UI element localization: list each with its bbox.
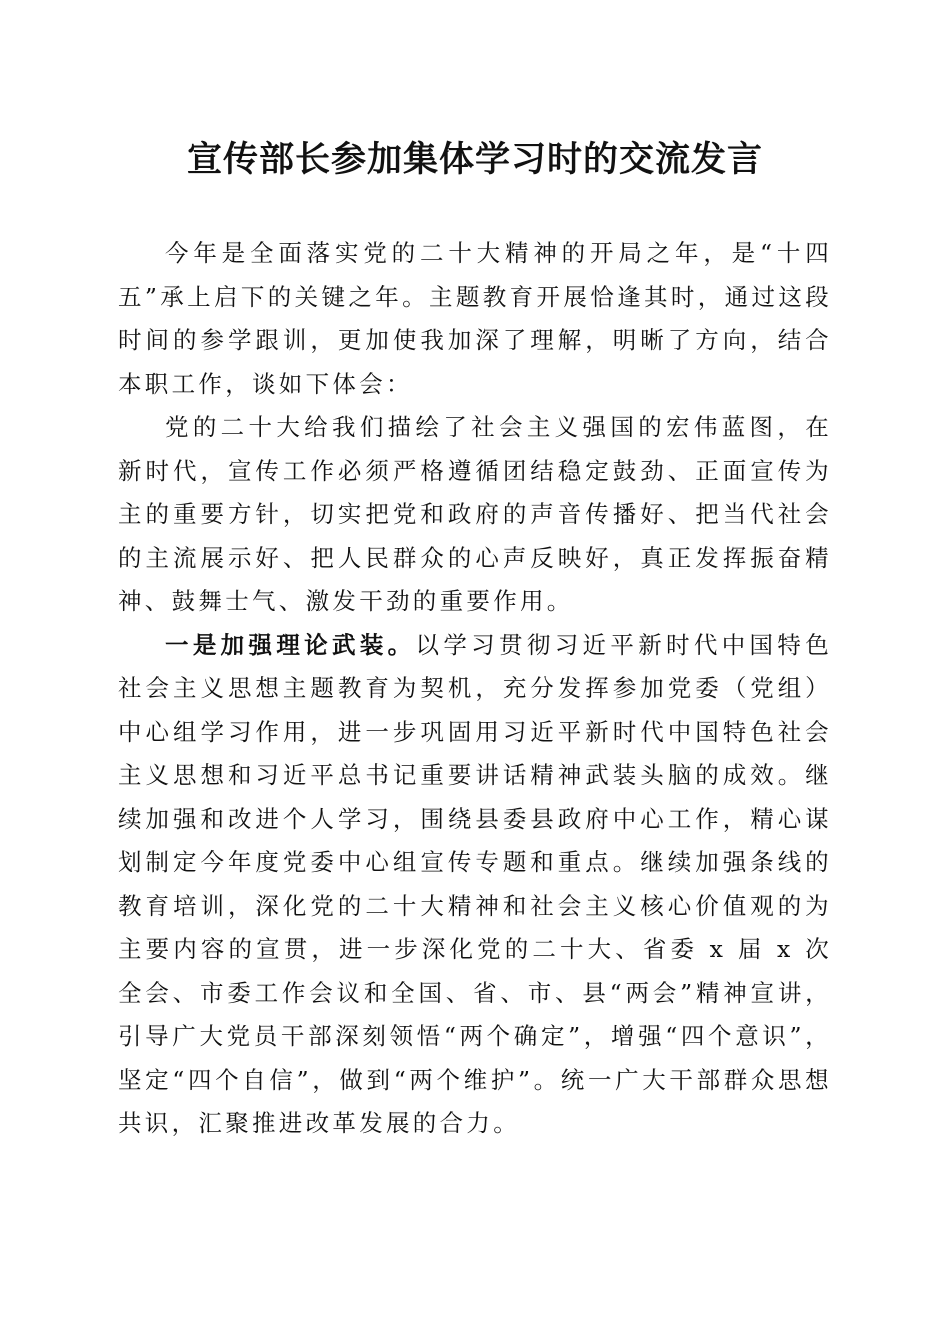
paragraph-text: 今年是全面落实党的二十大精神的开局之年，是“十四五”承上启下的关键之年。主题教育开展恰逢其时，通过这段时间的参学跟训，更加使我加深了理解，明晰了方向，结合本职工作，谈如下体会： xyxy=(118,239,832,398)
document-body xyxy=(118,232,832,1146)
paragraph-text: 以学习贯彻习近平新时代中国特色社会主义思想主题教育为契机，充分发挥参加党委（党组）中心组学习作用，进一步巩固用习近平新时代中国特色社会主义思想和习近平总书记重要讲话精神武装头脑的成效。继续加强和改进个人学习，围绕县委县政府中心工作，精心谋划制定今年度党委中心组宣传专题和重点。继续加强条线的教育培训，深化党的二十大精神和社会主义核心价值观的为主要内容的宣贯，进一步深化党的二十大、省委 x 届 x 次全会、市委工作会议和全国、省、市、县“两会”精神宣讲，引导广大党员干部深刻领悟“两个确定”，增强“四个意识”，坚定“四个自信”，做到“两个维护”。统一广大干部群众思想共识，汇聚推进改革发展的合力。 xyxy=(118,630,833,1137)
paragraph-blueprint xyxy=(118,406,832,624)
document-title: 宣传部长参加集体学习时的交流发言 xyxy=(186,139,763,180)
paragraph-text: 党的二十大给我们描绘了社会主义强国的宏伟蓝图，在新时代，宣传工作必须严格遵循团结稳定鼓劲、正面宣传为主的重要方针，切实把党和政府的声音传播好、把当代社会的主流展示好、把人民群众的心声反映好，真正发挥振奋精神、鼓舞士气、激发干劲的重要作用。 xyxy=(118,413,832,615)
paragraph-intro xyxy=(118,232,832,406)
paragraph-lead-heading: 一是加强理论武装。 xyxy=(165,630,416,659)
paragraph-theory xyxy=(118,624,832,1146)
